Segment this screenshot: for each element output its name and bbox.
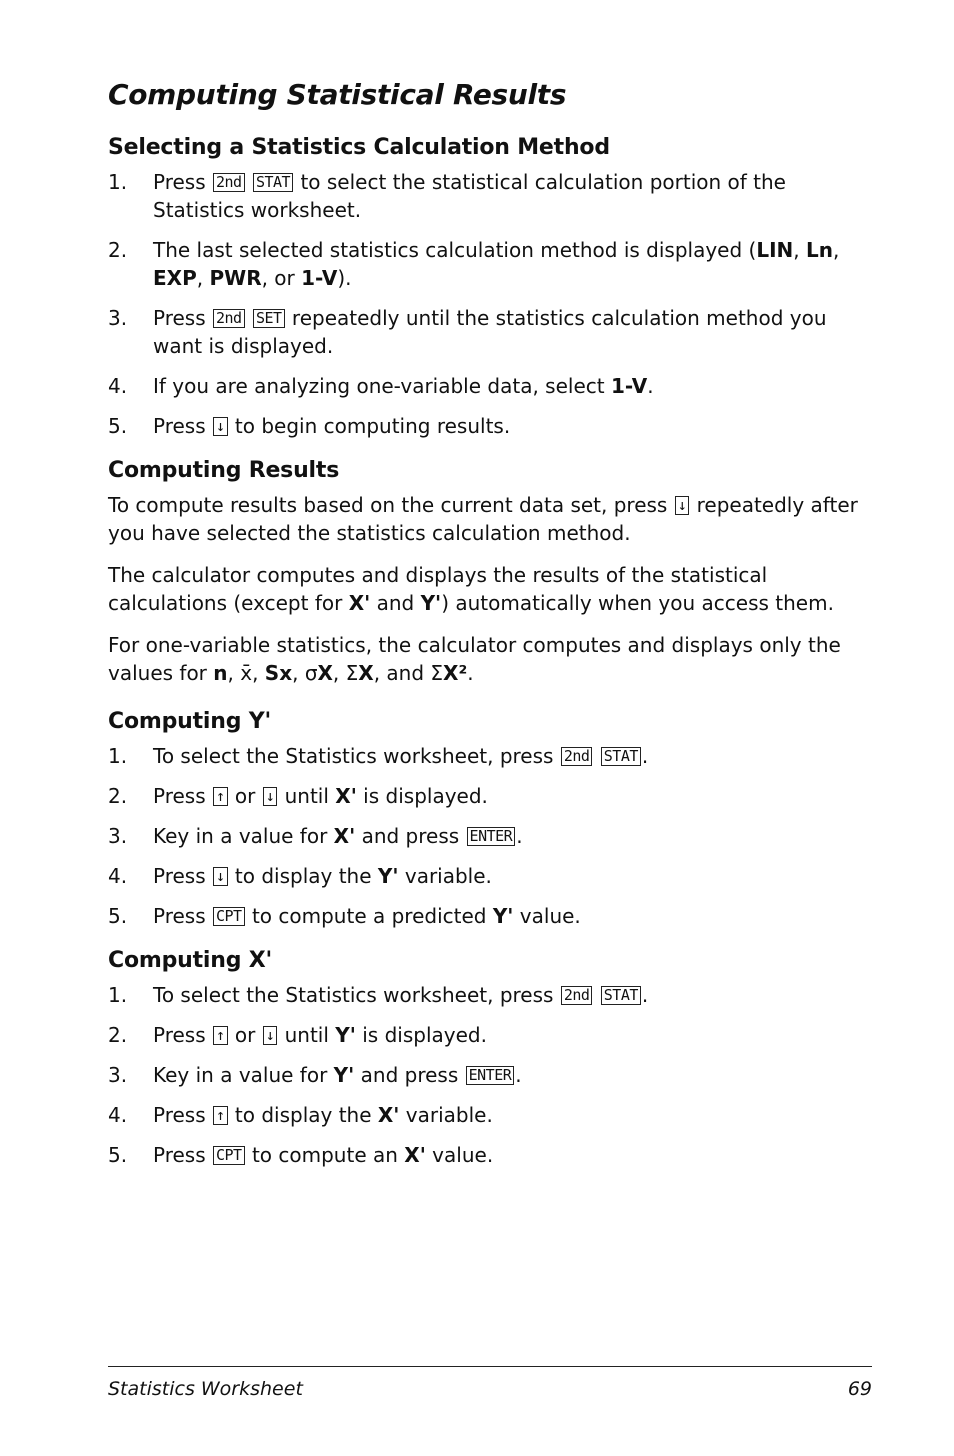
step-text: To select the Statistics worksheet, press	[153, 983, 554, 1007]
paragraph-text: The calculator computes and displays the results of the statistical calculations (except for	[108, 563, 768, 615]
step-text: ,	[832, 238, 840, 262]
step-text: variable.	[398, 864, 492, 888]
paragraph-text: To compute results based on the current data set, press	[108, 493, 668, 517]
section-selecting-method	[108, 135, 872, 440]
step-text: value.	[425, 1143, 494, 1167]
step-text: Press	[153, 904, 206, 928]
key-up-arrow: ↑	[213, 1026, 228, 1045]
method-1v: 1-V	[301, 266, 338, 290]
step-text: until	[284, 784, 336, 808]
step-text: .	[641, 744, 649, 768]
key-down-arrow: ↓	[263, 787, 278, 806]
page-content	[108, 78, 872, 1187]
paragraph	[108, 491, 872, 547]
var-y-prime: Y'	[377, 864, 399, 888]
section-computing-results	[108, 458, 872, 687]
list-item	[108, 782, 872, 810]
step-text: ,	[793, 238, 806, 262]
step-number: 1.	[108, 983, 128, 1007]
var-sx: Sx	[264, 661, 293, 685]
var-y-prime: Y'	[420, 591, 442, 615]
method-pwr: PWR	[209, 266, 262, 290]
step-text: repeatedly until the statistics calculation method you want is displayed.	[153, 306, 827, 358]
key-2nd: 2nd	[213, 309, 245, 328]
list-item	[108, 1141, 872, 1169]
step-text: to display the	[234, 1103, 378, 1127]
page-title: Computing Statistical Results	[108, 78, 567, 111]
key-up-arrow: ↑	[213, 787, 228, 806]
step-number: 3.	[108, 306, 128, 330]
step-text: .	[516, 824, 523, 848]
step-text: Press	[153, 864, 206, 888]
step-number: 4.	[108, 1103, 128, 1127]
list-item	[108, 1101, 872, 1129]
step-number: 4.	[108, 864, 128, 888]
step-number: 1.	[108, 744, 128, 768]
step-text: to display the	[234, 864, 378, 888]
step-text: .	[641, 983, 649, 1007]
step-number: 5.	[108, 414, 128, 438]
step-number: 5.	[108, 1143, 128, 1167]
step-text: to begin computing results.	[234, 414, 511, 438]
paragraph-text: For one-variable statistics, the calculator computes and displays only the values for	[108, 633, 841, 685]
var-n: n	[213, 661, 228, 685]
list-item	[108, 822, 872, 850]
step-text: Press	[153, 784, 206, 808]
var-x-prime: X'	[404, 1143, 426, 1167]
paragraph-text: repeatedly after you have selected the statistics calculation method.	[108, 493, 858, 545]
paragraph-text: ,	[227, 661, 241, 685]
step-text: Press	[153, 1143, 206, 1167]
step-text: Press	[153, 1023, 206, 1047]
key-2nd: 2nd	[561, 986, 593, 1005]
key-stat: STAT	[601, 747, 641, 766]
method-exp: EXP	[153, 266, 197, 290]
footer-divider	[108, 1366, 872, 1367]
list-item	[108, 304, 872, 360]
step-text: variable.	[399, 1103, 493, 1127]
step-text: Key in a value for	[153, 1063, 334, 1087]
step-number: 2.	[108, 238, 128, 262]
method-ln: Ln	[806, 238, 833, 262]
step-text: and press	[355, 824, 460, 848]
step-text: Press	[153, 414, 206, 438]
page-footer	[108, 1378, 872, 1400]
step-text: .	[647, 374, 654, 398]
section-heading: Computing X'	[108, 948, 273, 973]
section-computing-y	[108, 709, 872, 930]
list-item	[108, 902, 872, 930]
step-text: to select the statistical calculation portion of the Statistics worksheet.	[153, 170, 786, 222]
list-item	[108, 1021, 872, 1049]
list-item	[108, 981, 872, 1009]
paragraph-text: , Σ	[332, 661, 359, 685]
step-text: Press	[153, 1103, 206, 1127]
list-item	[108, 742, 872, 770]
paragraph-text: ) automatically when you access them.	[441, 591, 834, 615]
key-down-arrow: ↓	[213, 867, 228, 886]
list-item	[108, 372, 872, 400]
key-enter: ENTER	[467, 827, 516, 846]
var-x-prime: X'	[348, 591, 371, 615]
list-item	[108, 862, 872, 890]
step-number: 5.	[108, 904, 128, 928]
method-1v: 1-V	[610, 374, 648, 398]
step-text: The last selected statistics calculation method is displayed (	[153, 238, 757, 262]
step-text: , or	[261, 266, 302, 290]
page-number: 69	[847, 1378, 872, 1400]
step-text: or	[234, 1023, 256, 1047]
step-text: Press	[153, 306, 206, 330]
key-cpt: CPT	[213, 1146, 245, 1165]
steps-list	[108, 981, 872, 1169]
key-enter: ENTER	[466, 1066, 515, 1085]
key-2nd: 2nd	[561, 747, 593, 766]
var-y-prime: Y'	[333, 1063, 355, 1087]
paragraph-text: , σ	[292, 661, 318, 685]
step-text: is displayed.	[355, 1023, 487, 1047]
step-number: 2.	[108, 784, 128, 808]
key-cpt: CPT	[213, 907, 245, 926]
var-x-prime: X'	[377, 1103, 400, 1127]
var-sum-x2: X²	[443, 661, 468, 685]
step-text: Key in a value for	[153, 824, 334, 848]
key-set: SET	[253, 309, 285, 328]
var-x-prime: X'	[335, 784, 357, 808]
list-item	[108, 236, 872, 292]
paragraph-text: , and Σ	[373, 661, 444, 685]
paragraph	[108, 561, 872, 617]
paragraph-text: and	[370, 591, 421, 615]
step-text: value.	[513, 904, 581, 928]
key-up-arrow: ↑	[213, 1106, 228, 1125]
key-2nd: 2nd	[213, 173, 245, 192]
step-text: or	[234, 784, 256, 808]
key-down-arrow: ↓	[213, 417, 228, 436]
var-y-prime: Y'	[492, 904, 514, 928]
step-text: If you are analyzing one-variable data, select	[153, 374, 611, 398]
paragraph	[108, 631, 872, 687]
var-sigma-x: X	[317, 661, 333, 685]
step-number: 3.	[108, 824, 128, 848]
var-x-prime: X'	[333, 824, 356, 848]
list-item	[108, 168, 872, 224]
key-stat: STAT	[253, 173, 293, 192]
var-sum-x: X	[358, 661, 374, 685]
method-lin: LIN	[756, 238, 794, 262]
key-down-arrow: ↓	[675, 496, 690, 515]
paragraph-text: .	[467, 661, 474, 685]
section-heading: Selecting a Statistics Calculation Method	[108, 135, 610, 160]
step-number: 4.	[108, 374, 128, 398]
footer-section-title: Statistics Worksheet	[108, 1378, 303, 1400]
step-number: 2.	[108, 1023, 128, 1047]
step-text: Press	[153, 170, 206, 194]
step-number: 1.	[108, 170, 128, 194]
step-text: To select the Statistics worksheet, press	[153, 744, 554, 768]
step-text: is displayed.	[356, 784, 488, 808]
step-text: to compute an	[251, 1143, 405, 1167]
var-xbar: x̄	[240, 661, 253, 685]
key-stat: STAT	[601, 986, 641, 1005]
steps-list	[108, 168, 872, 440]
step-text: ).	[337, 266, 352, 290]
var-y-prime: Y'	[335, 1023, 356, 1047]
section-heading: Computing Results	[108, 458, 340, 483]
key-down-arrow: ↓	[263, 1026, 278, 1045]
step-text: to compute a predicted	[251, 904, 493, 928]
steps-list	[108, 742, 872, 930]
section-heading: Computing Y'	[108, 709, 271, 734]
step-text: until	[284, 1023, 336, 1047]
step-text: .	[515, 1063, 522, 1087]
step-text: ,	[196, 266, 210, 290]
section-computing-x	[108, 948, 872, 1169]
list-item	[108, 1061, 872, 1089]
step-number: 3.	[108, 1063, 128, 1087]
paragraph-text: ,	[252, 661, 265, 685]
list-item	[108, 412, 872, 440]
step-text: and press	[354, 1063, 459, 1087]
